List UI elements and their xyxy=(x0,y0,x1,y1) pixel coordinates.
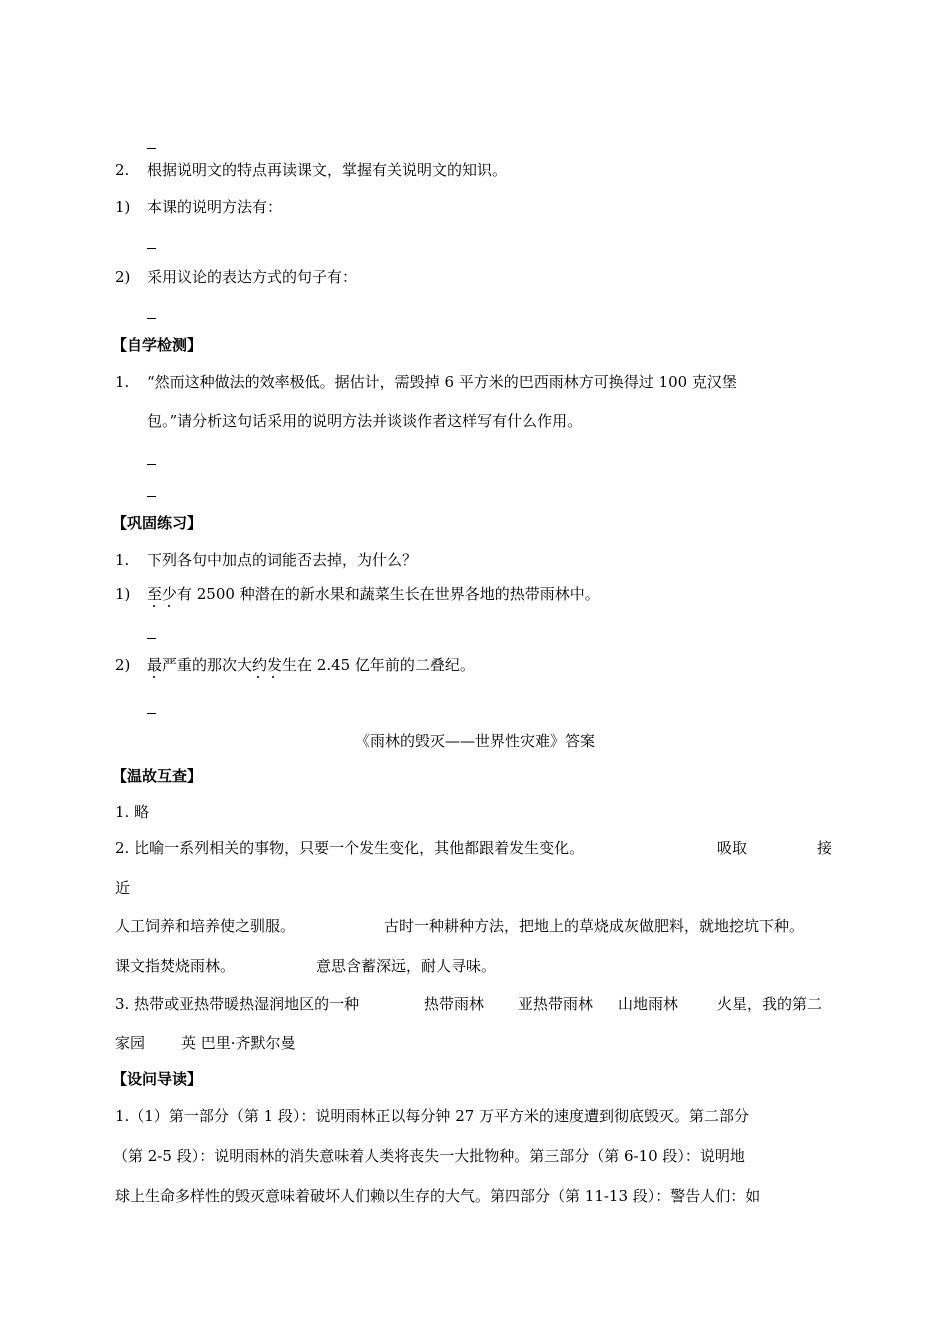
answer-blank xyxy=(147,148,156,149)
sub-text: 本课的说明方法有： xyxy=(147,198,283,216)
sentence-text: 最严重的那次大约发生在 2.45 亿年前的二叠纪。 xyxy=(147,656,475,674)
review-definition-meaningful: 意思含蓄深远，耐人寻味。 xyxy=(316,957,497,975)
item-text: 根据说明文的特点再读课文，掌握有关说明文的知识。 xyxy=(147,161,508,179)
study-sub-1 xyxy=(115,197,282,217)
practice-sentence-1 xyxy=(115,584,600,604)
guide-heading: 【设问导读】 xyxy=(112,1070,203,1088)
practice-q1 xyxy=(115,550,417,570)
item-number: 2. xyxy=(115,161,130,179)
review-word-approach: 接 xyxy=(817,839,833,857)
emphasis-dot xyxy=(168,605,170,607)
review-item-3-cont-author: 英 巴里·齐默尔曼 xyxy=(181,1034,296,1052)
review-item-2: 2. 比喻一系列相关的事物，只要一个发生变化，其他都跟着发生变化。 xyxy=(115,839,585,857)
review-item-3-cont-home: 家园 xyxy=(115,1034,146,1052)
practice-sentence-2 xyxy=(115,655,475,675)
review-definition-tame: 人工饲养和培养使之驯服。 xyxy=(115,917,296,935)
answers-title: 《雨林的毁灭——世界性灾难》答案 xyxy=(354,732,595,750)
review-word-absorb: 吸取 xyxy=(717,839,748,857)
question-text: “然而这种做法的效率极低。据估计，需毁掉 6 平方米的巴西雨林方可换得过 100 克汉堡 xyxy=(147,373,737,391)
review-heading: 【温故互查】 xyxy=(112,767,203,785)
review-item-1: 1. 略 xyxy=(115,803,150,821)
self-test-q1-cont: 包。”请分析这句话采用的说明方法并谈谈作者这样写有什么作用。 xyxy=(147,412,583,430)
sentence-text: 至少有 2500 种潜在的新水果和蔬菜生长在世界各地的热带雨林中。 xyxy=(147,585,600,603)
question-number: 1. xyxy=(115,373,130,391)
emphasis-dot xyxy=(257,676,259,678)
sentence-number: 2) xyxy=(115,656,131,674)
review-definition-text-ref: 课文指焚烧雨林。 xyxy=(115,957,236,975)
answer-blank xyxy=(147,638,156,639)
question-text: 下列各句中加点的词能否去掉，为什么？ xyxy=(147,551,418,569)
study-item-2 xyxy=(115,160,507,180)
sub-text: 采用议论的表达方式的句子有： xyxy=(147,268,358,286)
review-item-3-mountain: 山地雨林 xyxy=(618,995,679,1013)
practice-heading: 【巩固练习】 xyxy=(112,514,203,532)
answer-blank xyxy=(147,713,156,714)
review-item-3: 3. 热带或亚热带暖热湿润地区的一种 xyxy=(115,995,360,1013)
answer-blank xyxy=(147,496,156,497)
review-item-2-cont: 近 xyxy=(115,879,131,897)
emphasis-dot xyxy=(153,676,155,678)
sub-number: 2) xyxy=(115,268,131,286)
review-item-3-subtropical: 亚热带雨林 xyxy=(518,995,594,1013)
study-sub-2 xyxy=(115,267,357,287)
review-definition-slash-burn: 古时一种耕种方法，把地上的草烧成灰做肥料，就地挖坑下种。 xyxy=(384,917,805,935)
question-number: 1. xyxy=(115,551,130,569)
review-item-3-tropical: 热带雨林 xyxy=(424,995,485,1013)
sub-number: 1) xyxy=(115,198,131,216)
answer-blank xyxy=(147,464,156,465)
sentence-number: 1) xyxy=(115,585,131,603)
self-test-heading: 【自学检测】 xyxy=(112,336,203,354)
emphasis-dot xyxy=(272,676,274,678)
self-test-q1 xyxy=(115,372,737,392)
guide-item-1-line-2: （第 2-5 段）：说明雨林的消失意味着人类将丧失一大批物种。第三部分（第 6-10 段）：说明地 xyxy=(113,1147,745,1165)
emphasis-dot xyxy=(153,605,155,607)
answer-blank xyxy=(147,248,156,249)
answer-blank xyxy=(147,318,156,319)
guide-item-1-line-1: 1.（1）第一部分（第 1 段）：说明雨林正以每分钟 27 万平方米的速度遭到彻底毁灭。第二部分 xyxy=(115,1107,750,1125)
review-item-3-mars: 火星，我的第二 xyxy=(717,995,823,1013)
guide-item-1-line-3: 球上生命多样性的毁灭意味着破坏人们赖以生存的大气。第四部分（第 11-13 段）：警告人们：如 xyxy=(115,1187,761,1205)
